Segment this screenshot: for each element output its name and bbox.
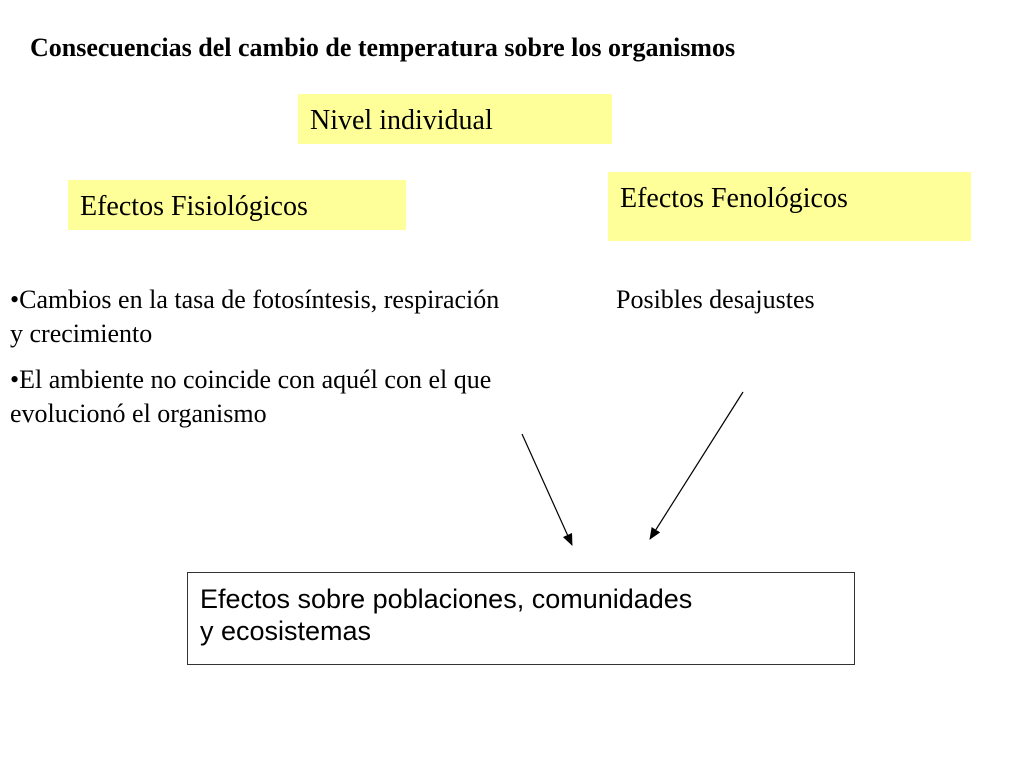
efectos-poblaciones-box	[187, 572, 855, 665]
efectos-poblaciones-line1: Efectos sobre poblaciones, comunidades	[200, 584, 693, 614]
efectos-fisiologicos-label: Efectos Fisiológicos	[80, 191, 308, 222]
efectos-fenologicos-label: Efectos Fenológicos	[620, 183, 848, 214]
posibles-desajustes-text: Posibles desajustes	[616, 285, 815, 314]
page-title: Consecuencias del cambio de temperatura sobre los organismos	[30, 33, 736, 62]
left-arrow	[522, 434, 572, 545]
bullet-item: •Cambios en la tasa de fotosíntesis, respiración y crecimiento	[10, 285, 500, 348]
nivel-individual-label: Nivel individual	[310, 105, 493, 136]
efectos-poblaciones-line2: y ecosistemas	[200, 616, 372, 646]
right-arrow	[650, 392, 743, 539]
bullet-item: •El ambiente no coincide con aquél con el que evolucionó el organismo	[10, 365, 492, 428]
